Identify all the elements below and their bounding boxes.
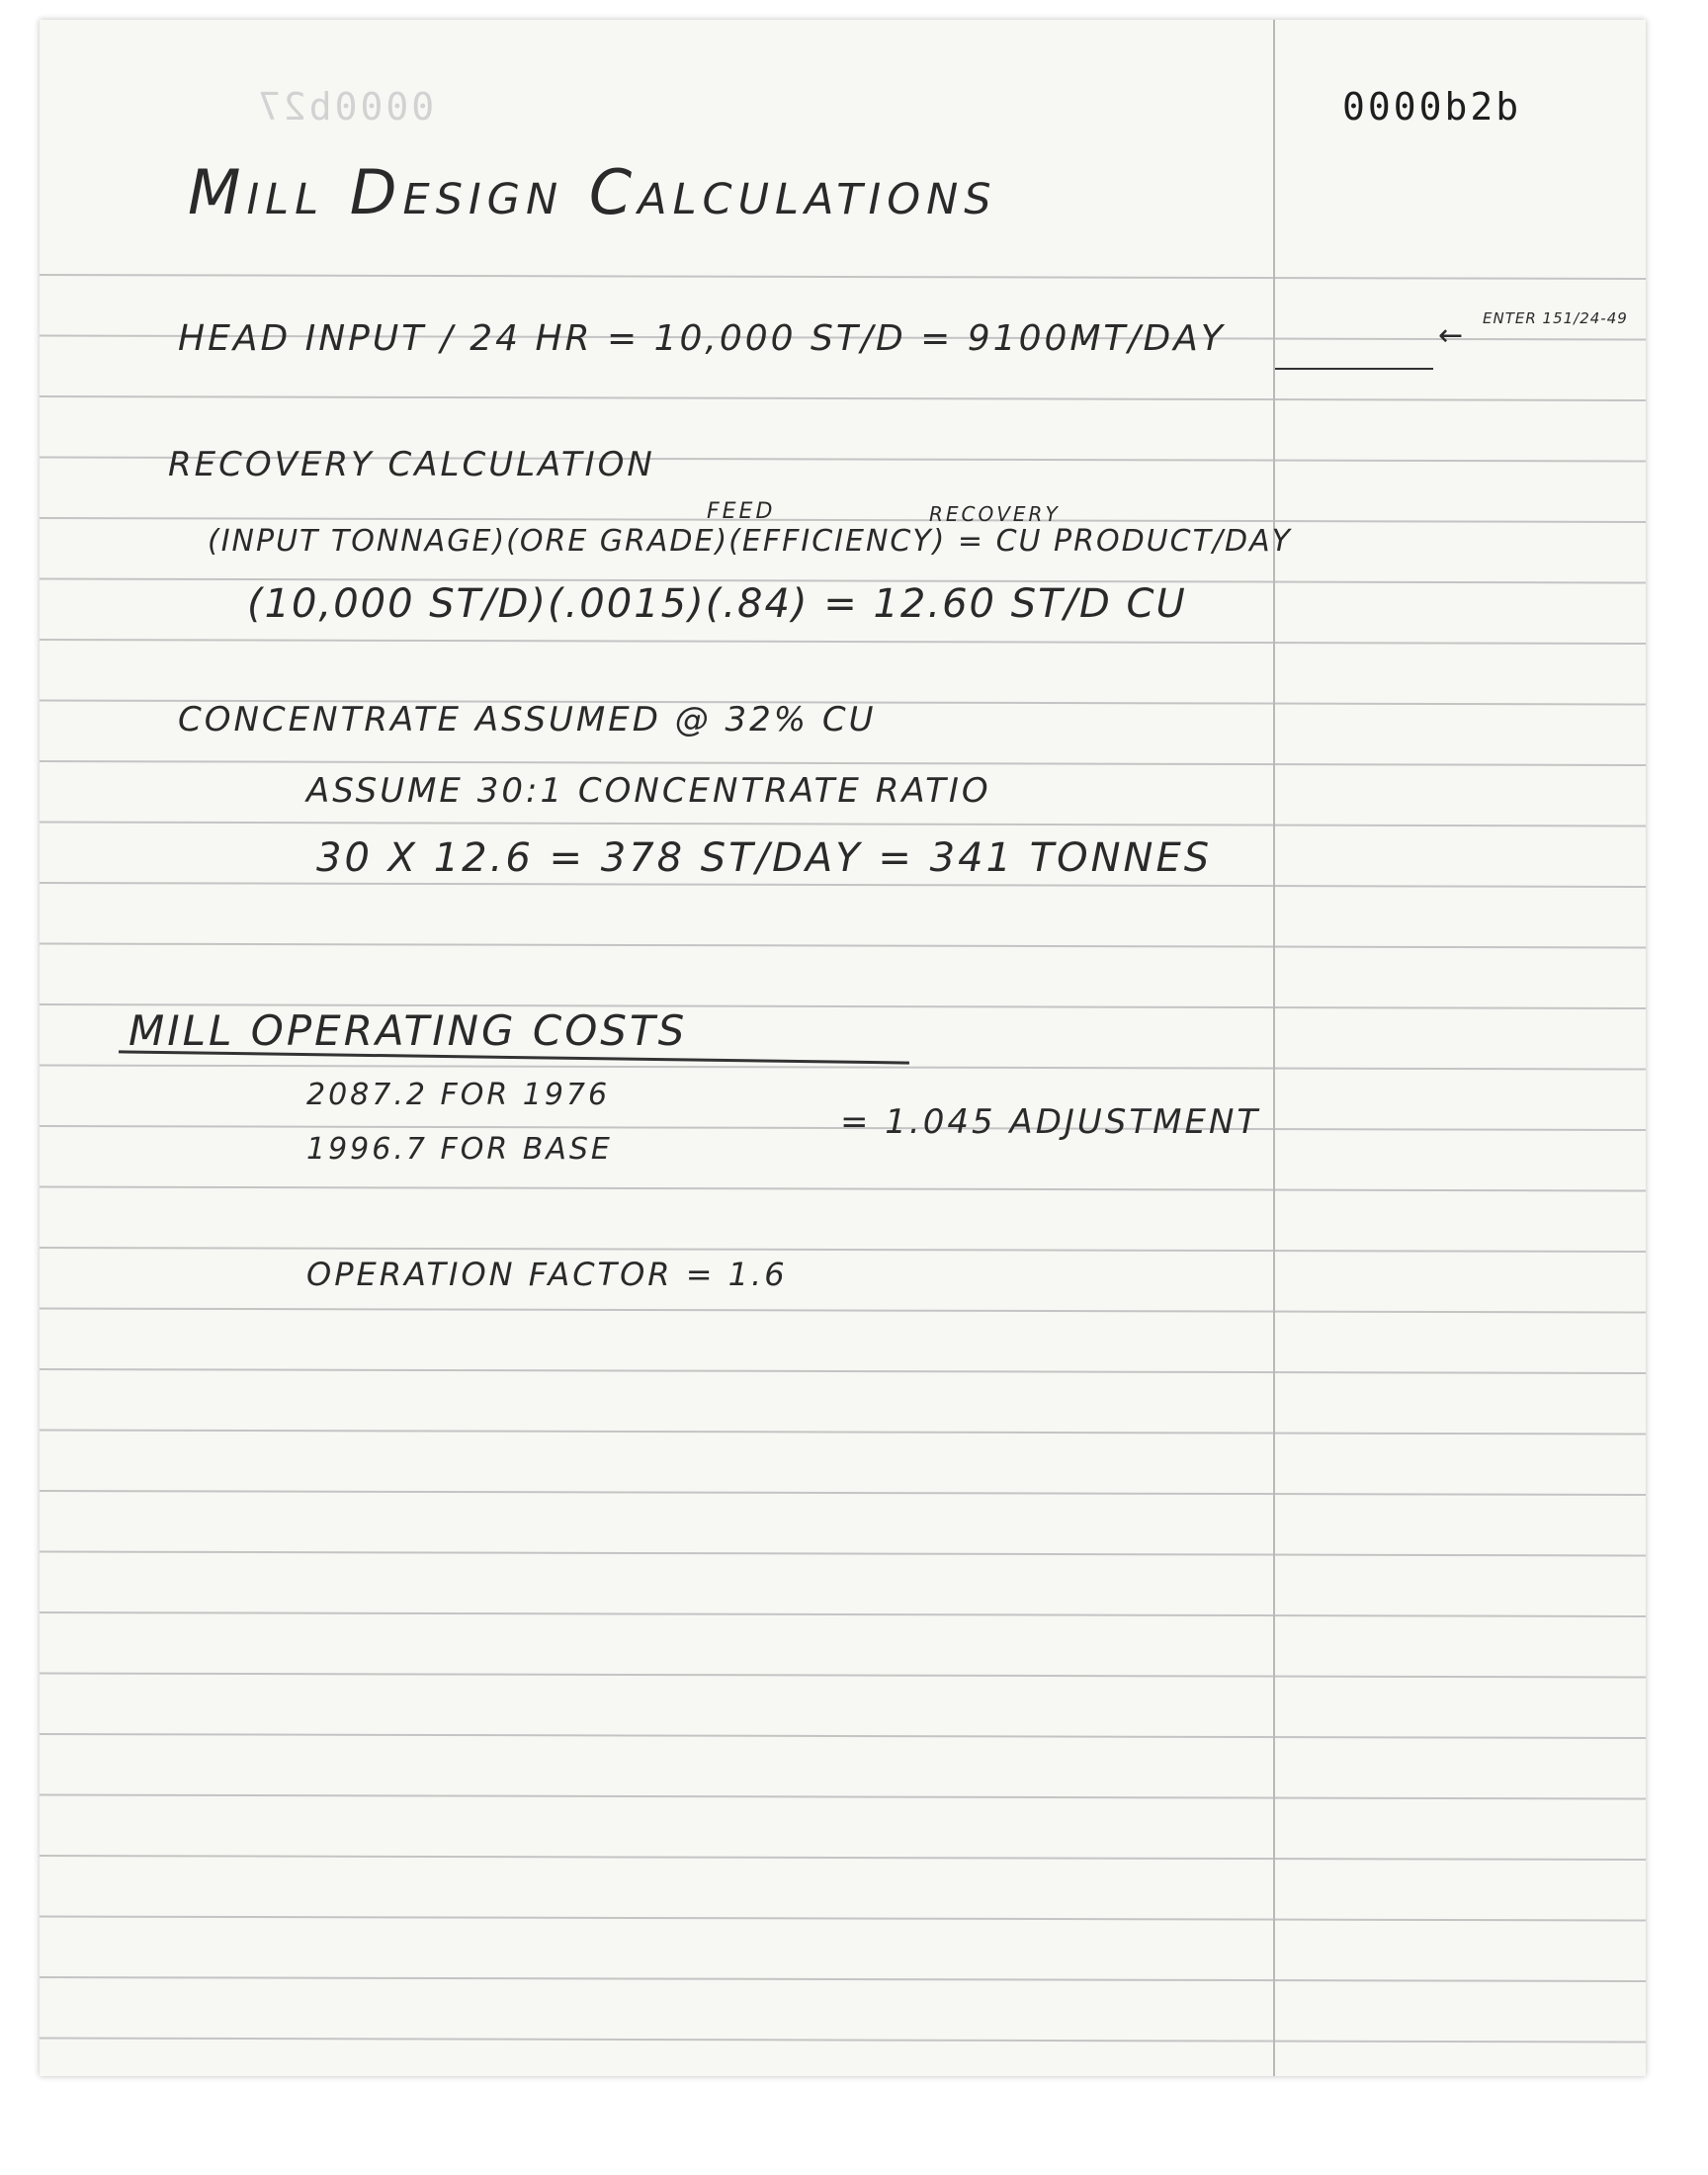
ruled-line bbox=[40, 2039, 1646, 2043]
recovery-values: (10,000 ST/D)(.0015)(.84) = 12.60 ST/D CU bbox=[247, 581, 1187, 627]
document-id: 0000b2b bbox=[1342, 85, 1522, 129]
concentrate-assumed-line: CONCENTRATE ASSUMED @ 32% CU bbox=[178, 700, 877, 740]
cost-1976-line: 2087.2 FOR 1976 bbox=[306, 1078, 611, 1112]
left-arrow-icon: ← bbox=[1438, 318, 1467, 353]
ruled-line bbox=[40, 1612, 1646, 1616]
margin-line bbox=[1273, 20, 1275, 2076]
ruled-line bbox=[40, 1066, 1646, 1070]
feed-annotation: FEED bbox=[707, 499, 776, 524]
cost-base-line: 1996.7 FOR BASE bbox=[306, 1132, 613, 1167]
operating-costs-heading: MILL OPERATING COSTS bbox=[128, 1006, 688, 1055]
enter-note: ENTER 151/24-49 bbox=[1483, 309, 1628, 327]
bleed-through-document-id: 0000b27 bbox=[255, 85, 435, 129]
page-title: Mill Design Calculations bbox=[188, 156, 997, 228]
adjustment-line: = 1.045 ADJUSTMENT bbox=[840, 1102, 1261, 1142]
ruled-line bbox=[40, 1309, 1646, 1313]
underline-metric-tons bbox=[1275, 368, 1433, 370]
ruled-line bbox=[40, 1734, 1646, 1738]
ruled-line bbox=[40, 761, 1646, 765]
ruled-line bbox=[40, 640, 1646, 644]
ruled-line bbox=[40, 1674, 1646, 1678]
ruled-line bbox=[40, 396, 1646, 400]
recovery-heading: RECOVERY CALCULATION bbox=[168, 445, 655, 484]
ruled-line bbox=[40, 1856, 1646, 1860]
ruled-line bbox=[40, 823, 1646, 826]
concentrate-calculation: 30 X 12.6 = 378 ST/DAY = 341 TONNES bbox=[316, 835, 1213, 881]
head-input-line: HEAD INPUT / 24 HR = 10,000 ST/D = 9100MT/DAY bbox=[178, 318, 1226, 359]
ruled-line bbox=[40, 1248, 1646, 1252]
recovery-annotation: RECOVERY bbox=[929, 502, 1061, 526]
ruled-line bbox=[40, 883, 1646, 887]
ruled-line bbox=[40, 1552, 1646, 1556]
ruled-line bbox=[40, 275, 1646, 279]
recovery-formula: (INPUT TONNAGE)(ORE GRADE)(EFFICIENCY) = CU PRODUCT/DAY bbox=[208, 524, 1292, 559]
ruled-line bbox=[40, 518, 1646, 522]
ruled-line bbox=[40, 1795, 1646, 1799]
ruled-line bbox=[40, 1187, 1646, 1191]
ruled-line bbox=[40, 1491, 1646, 1495]
operation-factor-line: OPERATION FACTOR = 1.6 bbox=[306, 1256, 788, 1293]
ruled-line bbox=[40, 1369, 1646, 1373]
ruled-line bbox=[40, 1917, 1646, 1921]
ruled-line bbox=[40, 1977, 1646, 1981]
ruled-line bbox=[40, 1431, 1646, 1435]
concentrate-ratio-line: ASSUME 30:1 CONCENTRATE RATIO bbox=[306, 771, 991, 811]
ruled-line bbox=[40, 944, 1646, 948]
